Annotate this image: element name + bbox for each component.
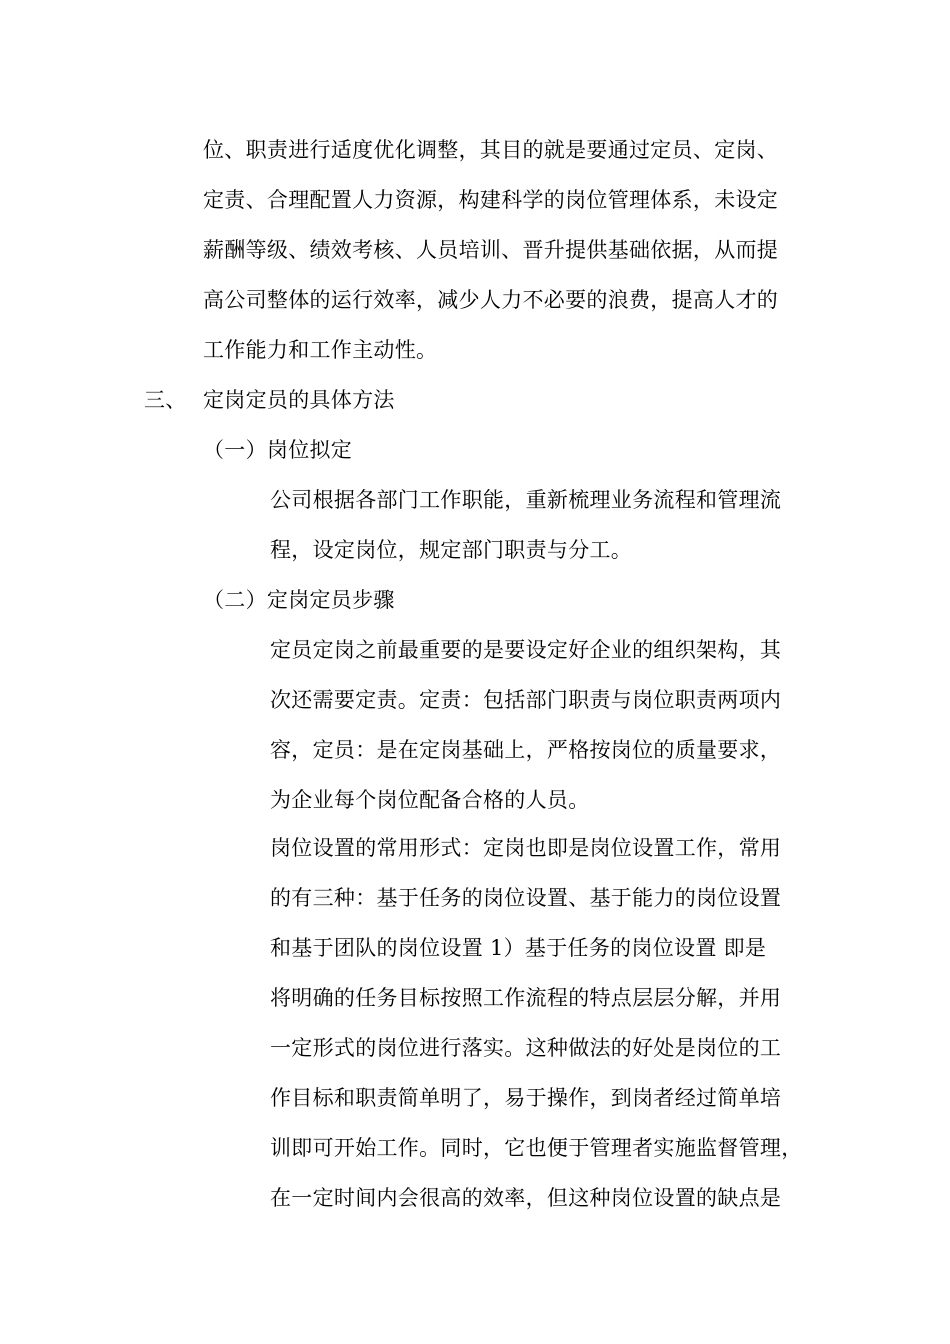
intro-line: 薪酬等级、绩效考核、人员培训、晋升提供基础依据，从而提 (203, 238, 779, 262)
paragraph-line: 一定形式的岗位进行落实。这种做法的好处是岗位的工 (270, 1036, 782, 1060)
paragraph-line: 程，设定岗位，规定部门职责与分工。 (270, 538, 633, 562)
subsection-heading: （一）岗位拟定 (203, 438, 353, 462)
intro-line: 位、职责进行适度优化调整，其目的就是要通过定员、定岗、 (203, 138, 779, 162)
section-title: 定岗定员的具体方法 (203, 388, 395, 412)
section-number: 三、 (144, 388, 187, 412)
subsection-heading: （二）定岗定员步骤 (203, 588, 395, 612)
paragraph-line: 岗位设置的常用形式：定岗也即是岗位设置工作，常用 (270, 836, 782, 860)
paragraph-line: 作目标和职责简单明了，易于操作，到岗者经过简单培 (270, 1086, 782, 1110)
paragraph-line: 训即可开始工作。同时，它也便于管理者实施监督管理， (270, 1136, 803, 1160)
paragraph-line: 和基于团队的岗位设置 1）基于任务的岗位设置 即是 (270, 936, 767, 960)
paragraph-line: 的有三种：基于任务的岗位设置、基于能力的岗位设置 (270, 886, 782, 910)
intro-line: 定责、合理配置人力资源，构建科学的岗位管理体系，未设定 (203, 188, 779, 212)
paragraph-line: 将明确的任务目标按照工作流程的特点层层分解，并用 (270, 986, 782, 1010)
paragraph-line: 容，定员：是在定岗基础上，严格按岗位的质量要求， (270, 738, 782, 762)
paragraph-line: 在一定时间内会很高的效率，但这种岗位设置的缺点是 (270, 1186, 782, 1210)
paragraph-line: 公司根据各部门工作职能，重新梳理业务流程和管理流 (270, 488, 782, 512)
intro-line: 高公司整体的运行效率，减少人力不必要的浪费，提高人才的 (203, 288, 779, 312)
paragraph-line: 次还需要定责。定责：包括部门职责与岗位职责两项内 (270, 688, 782, 712)
paragraph-line: 定员定岗之前最重要的是要设定好企业的组织架构，其 (270, 638, 782, 662)
paragraph-line: 为企业每个岗位配备合格的人员。 (270, 788, 590, 812)
intro-line: 工作能力和工作主动性。 (203, 338, 438, 362)
